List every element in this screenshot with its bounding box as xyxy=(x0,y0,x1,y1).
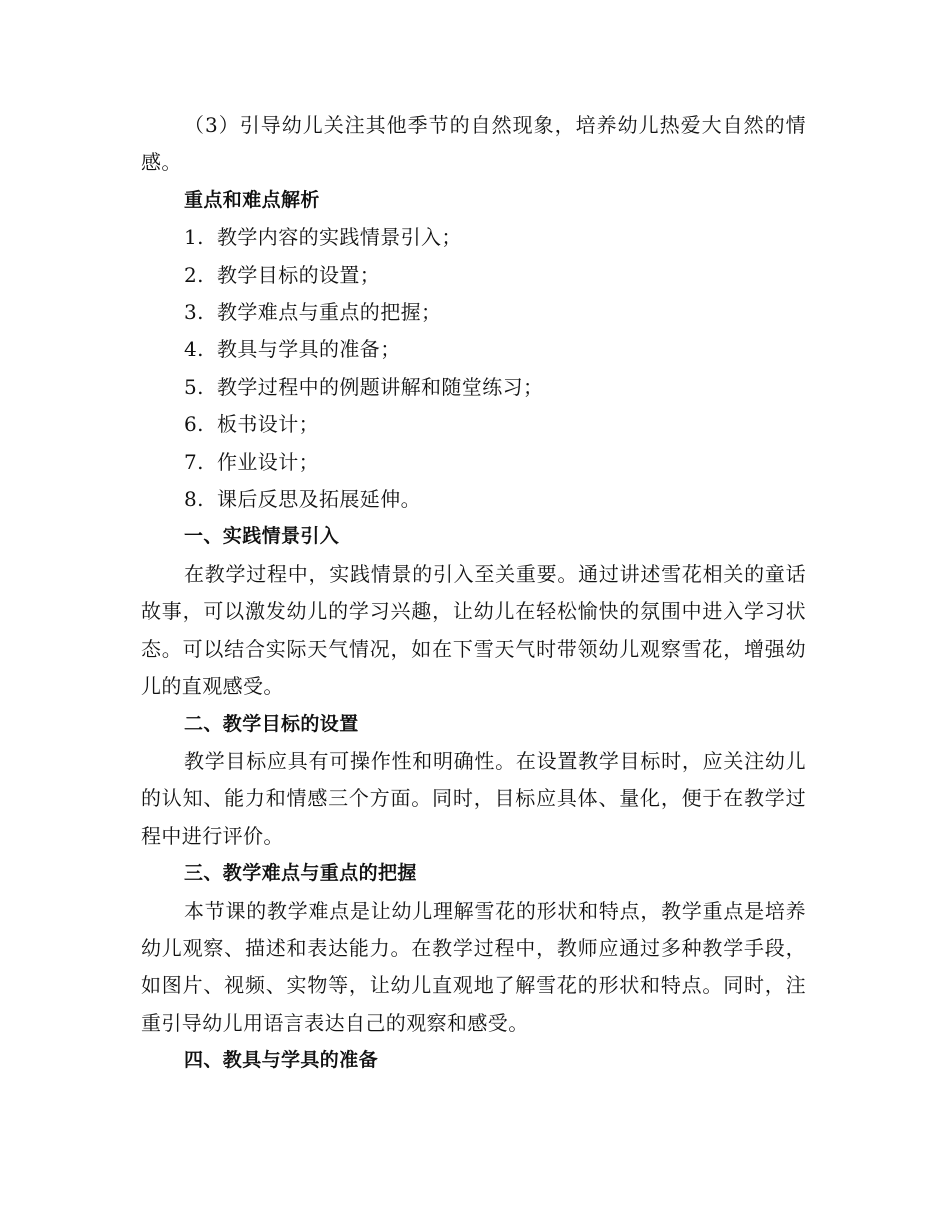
list-item-number: 5. xyxy=(184,374,204,399)
list-item xyxy=(141,369,806,406)
list-item-number: 4. xyxy=(184,337,204,362)
list-item-number: 3. xyxy=(184,300,204,325)
section-body-teaching-goals: 教学目标应具有可操作性和明确性。在设置教学目标时，应关注幼儿的认知、能力和情感三个方面。同时，目标应具体、量化，便于在教学过程中进行评价。 xyxy=(141,748,806,848)
list-item xyxy=(141,219,806,256)
list-item-number: 2. xyxy=(184,262,204,287)
list-item-text: 课后反思及拓展延伸。 xyxy=(217,487,421,512)
list-item-number: 6. xyxy=(184,412,204,437)
list-item-text: 教学过程中的例题讲解和随堂练习； xyxy=(217,374,544,399)
list-item-text: 板书设计； xyxy=(217,412,319,437)
list-item-number: 8. xyxy=(184,487,204,512)
section-heading-practice-scenario: 一、实践情景引入 xyxy=(184,525,340,548)
list-item-text: 教学内容的实践情景引入； xyxy=(217,225,462,250)
list-item-number: 7. xyxy=(184,449,204,474)
list-item-text: 教学难点与重点的把握； xyxy=(217,300,442,325)
list-item xyxy=(141,331,806,368)
list-item xyxy=(141,481,806,518)
list-item-text: 作业设计； xyxy=(217,449,319,474)
section-body-key-difficulties: 本节课的教学难点是让幼儿理解雪花的形状和特点，教学重点是培养幼儿观察、描述和表达能力。在教学过程中，教师应通过多种教学手段，如图片、视频、实物等，让幼儿直观地了解雪花的形状和特点。同时，注重引导幼儿用语言表达自己的观察和感受。 xyxy=(141,898,806,1035)
list-item xyxy=(141,444,806,481)
list-item xyxy=(141,406,806,443)
intro-paragraph: （3）引导幼儿关注其他季节的自然现象，培养幼儿热爱大自然的情感。 xyxy=(141,113,806,175)
list-item xyxy=(141,294,806,331)
section-heading-key-difficulties: 三、教学难点与重点的把握 xyxy=(184,862,417,885)
section-heading-teaching-aids: 四、教具与学具的准备 xyxy=(184,1049,379,1072)
list-item-text: 教具与学具的准备； xyxy=(217,337,401,362)
list-item-number: 1. xyxy=(184,225,204,250)
list-item xyxy=(141,257,806,294)
document-content xyxy=(141,107,806,1080)
section-heading-teaching-goals: 二、教学目标的设置 xyxy=(184,712,359,735)
list-item-text: 教学目标的设置； xyxy=(217,262,381,287)
key-points-heading: 重点和难点解析 xyxy=(184,188,320,211)
section-body-practice-scenario: 在教学过程中，实践情景的引入至关重要。通过讲述雪花相关的童话故事，可以激发幼儿的学习兴趣，让幼儿在轻松愉快的氛围中进入学习状态。可以结合实际天气情况，如在下雪天气时带领幼儿观察雪花，增强幼儿的直观感受。 xyxy=(141,561,806,699)
